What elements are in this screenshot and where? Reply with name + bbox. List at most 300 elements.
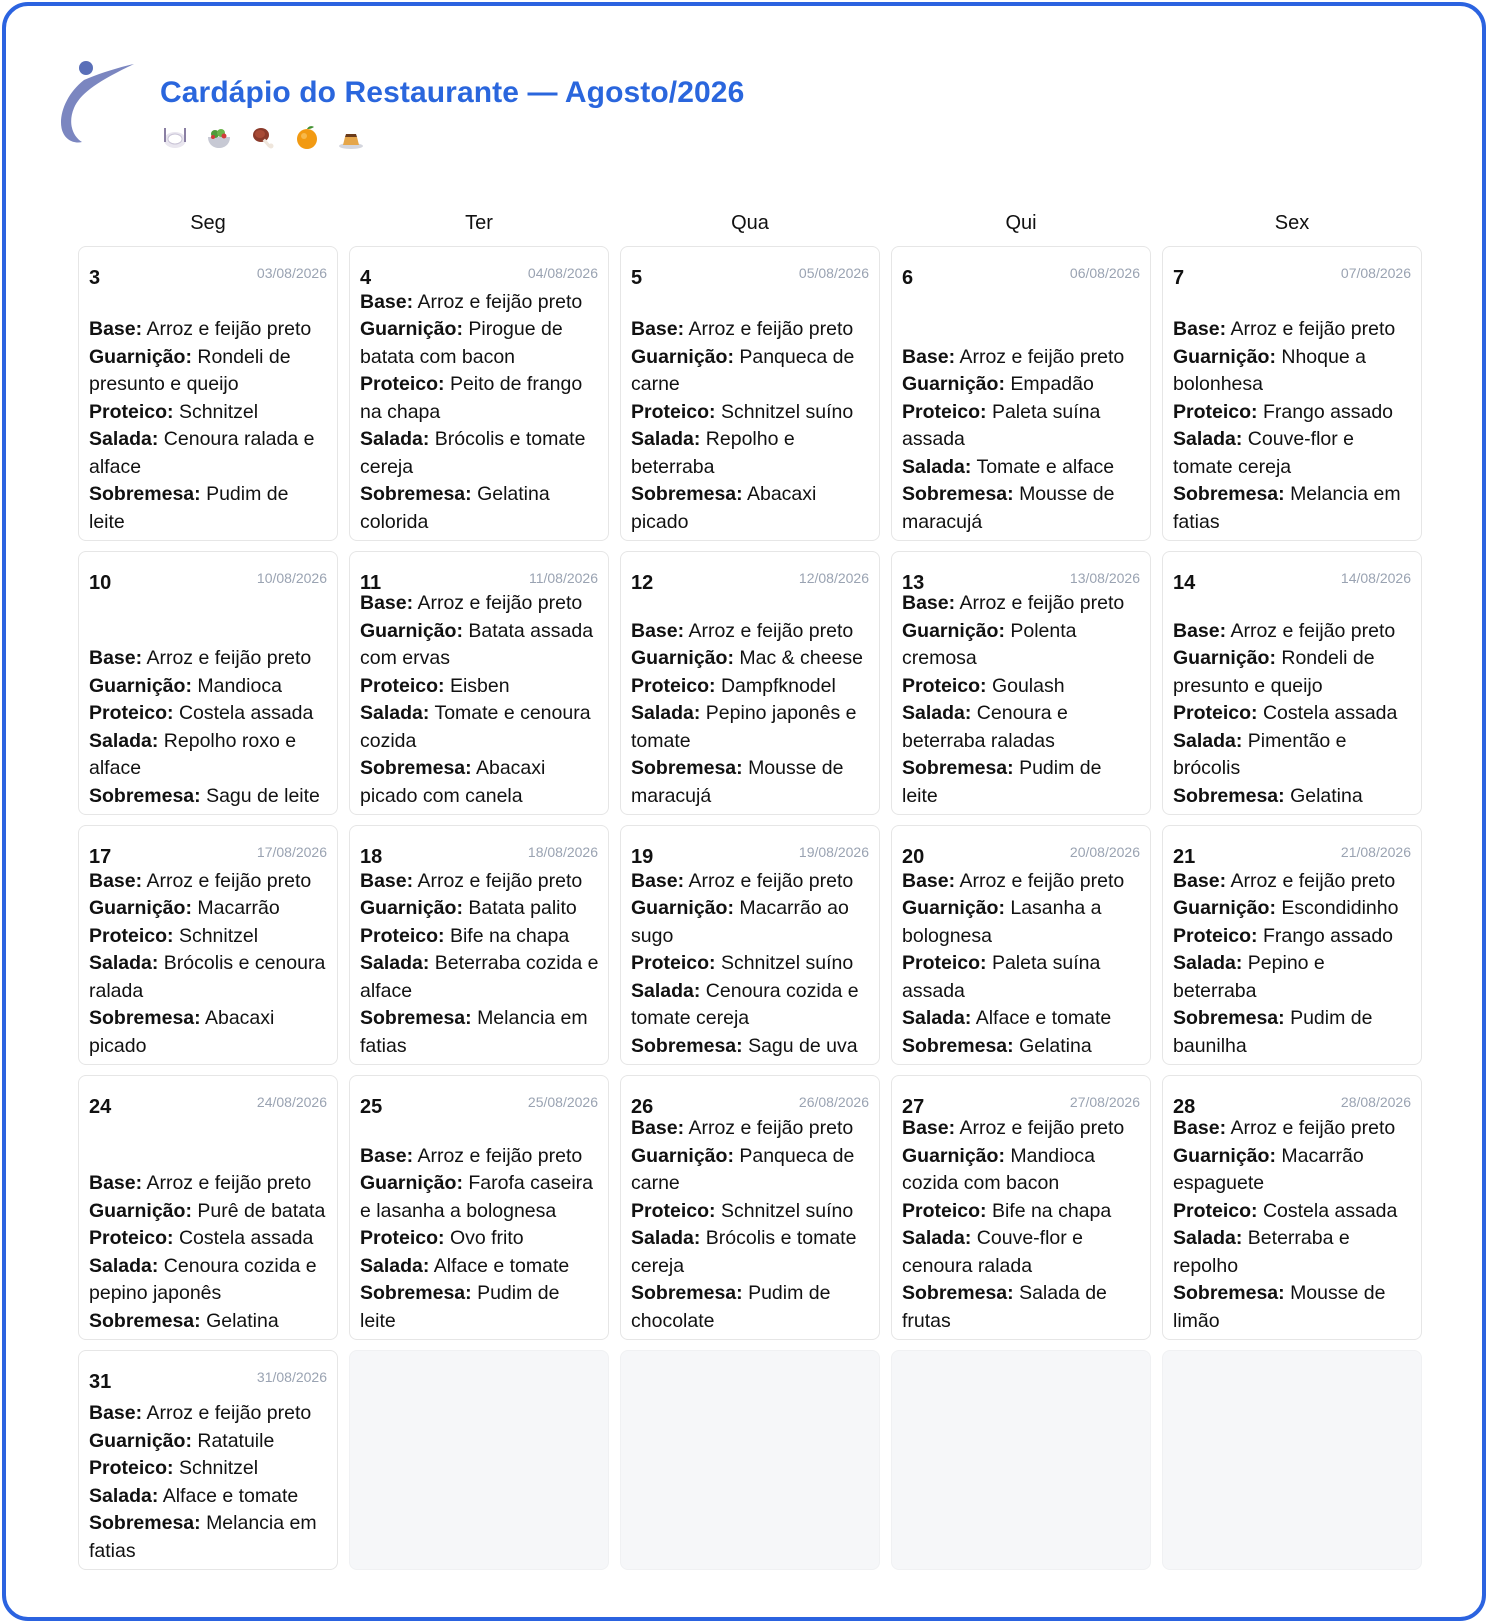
meal-label: Base: <box>1173 619 1227 642</box>
day-number: 26 <box>631 1096 654 1118</box>
meal-proteico <box>902 673 1142 701</box>
meal-proteico <box>360 371 600 426</box>
meal-value: Arroz e feijão preto <box>146 318 312 340</box>
meal-value: Pirogue de batata com bacon <box>360 318 563 368</box>
day-number: 24 <box>89 1096 112 1118</box>
meal-value: Panqueca de carne <box>631 1144 855 1194</box>
meal-proteico <box>89 399 329 427</box>
meal-value: Melancia em fatias <box>360 1007 588 1057</box>
day-cell <box>349 1075 609 1340</box>
day-date: 21/08/2026 <box>1340 844 1411 860</box>
meal-label: Salada: <box>902 455 972 478</box>
meal-label: Salada: <box>631 979 701 1002</box>
meal-proteico <box>89 700 329 728</box>
plate-icon <box>162 124 188 150</box>
day-number: 20 <box>902 846 925 868</box>
day-date: 18/08/2026 <box>527 844 598 860</box>
meal-sobremesa <box>89 1510 329 1565</box>
day-date: 04/08/2026 <box>527 265 598 281</box>
meal-value: Melancia em fatias <box>1173 483 1401 533</box>
meal-guarnicao <box>89 895 329 923</box>
meal-label: Salada: <box>89 1484 159 1507</box>
meal-label: Base: <box>89 869 143 892</box>
meal-value: Gelatina <box>1290 784 1363 807</box>
day-date: 06/08/2026 <box>1069 265 1140 281</box>
meal-label: Salada: <box>1173 729 1243 752</box>
meal-label: Base: <box>360 1144 414 1167</box>
meal-value: Schnitzel <box>178 400 259 423</box>
meal-base <box>89 868 329 896</box>
meal-value: Bife na chapa <box>991 1199 1112 1222</box>
meal-proteico <box>1173 399 1413 427</box>
meal-value: Paleta suína assada <box>902 952 1101 1002</box>
meal-value: Cenoura cozida e tomate cereja <box>631 979 859 1029</box>
empty-day-cell <box>1162 1350 1422 1570</box>
meal-value: Macarrão espaguete <box>1173 1144 1364 1194</box>
meal-label: Base: <box>1173 1117 1227 1139</box>
meal-label: Proteico: <box>1173 924 1258 947</box>
meal-label: Sobremesa: <box>631 757 743 779</box>
meal-proteico <box>360 673 600 701</box>
food-icons-row <box>162 124 364 150</box>
meal-base <box>902 868 1142 896</box>
day-number: 10 <box>89 572 112 594</box>
meal-sobremesa <box>631 1280 871 1335</box>
empty-day-cell <box>620 1350 880 1570</box>
day-number: 4 <box>360 267 372 289</box>
meal-label: Guarnição: <box>1173 1144 1276 1167</box>
day-date: 12/08/2026 <box>798 570 869 586</box>
meal-label: Base: <box>631 619 685 642</box>
meal-value: Costela assada <box>1262 1199 1398 1222</box>
meal-base <box>631 316 871 344</box>
meal-label: Salada: <box>360 428 430 450</box>
meal-value: Peito de frango na chapa <box>360 373 583 423</box>
day-number: 19 <box>631 846 654 868</box>
meal-value: Costela assada <box>178 1227 314 1249</box>
meal-label: Guarnição: <box>1173 647 1276 669</box>
meal-value: Panqueca de carne <box>631 345 855 395</box>
meal-label: Proteico: <box>631 400 716 423</box>
meal-value: Frango assado <box>1262 400 1394 423</box>
meal-base <box>902 344 1142 372</box>
meal-label: Sobremesa: <box>89 784 201 807</box>
meal-proteico <box>631 1198 871 1226</box>
meal-sobremesa <box>1173 783 1413 811</box>
meal-value: Mousse de maracujá <box>902 483 1115 533</box>
day-number: 13 <box>902 572 925 594</box>
meal-guarnicao <box>631 895 871 950</box>
weekday-header: Qui <box>1005 212 1037 234</box>
day-cell <box>349 825 609 1065</box>
meal-proteico <box>1173 923 1413 951</box>
meal-label: Salada: <box>1173 1227 1243 1249</box>
meal-label: Sobremesa: <box>1173 1007 1285 1029</box>
meal-salada <box>631 700 871 755</box>
day-cell <box>891 246 1151 541</box>
meal-label: Sobremesa: <box>89 1007 201 1029</box>
meal-label: Salada: <box>902 1227 972 1249</box>
meal-label: Sobremesa: <box>360 483 472 505</box>
meal-label: Proteico: <box>1173 400 1258 423</box>
meal-value: Arroz e feijão preto <box>959 592 1125 614</box>
meal-label: Salada: <box>1173 952 1243 974</box>
meal-label: Salada: <box>89 729 159 752</box>
meal-value: Melancia em fatias <box>89 1512 317 1562</box>
meal-sobremesa <box>360 481 600 536</box>
day-cell <box>620 246 880 541</box>
meal-guarnicao <box>902 371 1142 399</box>
day-date: 24/08/2026 <box>256 1094 327 1110</box>
meal-value: Arroz e feijão preto <box>1230 869 1396 892</box>
meal-value: Purê de batata <box>197 1199 326 1222</box>
meal-value: Mac & cheese <box>739 647 863 669</box>
meal-list <box>360 590 600 810</box>
meal-value: Polenta cremosa <box>902 619 1077 669</box>
meal-sobremesa <box>1173 1280 1413 1335</box>
meal-value: Tomate e cenoura cozida <box>360 702 591 752</box>
meal-value: Arroz e feijão preto <box>1230 318 1396 340</box>
meal-label: Base: <box>631 1117 685 1139</box>
meal-list <box>902 344 1142 537</box>
meal-label: Guarnição: <box>631 897 734 919</box>
meal-label: Salada: <box>360 1254 430 1277</box>
meal-sobremesa <box>360 1280 600 1335</box>
meal-list <box>1173 1115 1413 1335</box>
meal-label: Salada: <box>631 702 701 724</box>
day-number: 14 <box>1173 572 1196 594</box>
day-date: 07/08/2026 <box>1340 265 1411 281</box>
meal-salada <box>360 1253 600 1281</box>
meal-label: Base: <box>902 345 956 368</box>
day-date: 05/08/2026 <box>798 265 869 281</box>
meal-guarnicao <box>1173 1143 1413 1198</box>
meal-salada <box>360 950 600 1005</box>
day-cell <box>620 551 880 815</box>
meal-label: Proteico: <box>89 400 174 423</box>
meal-proteico <box>360 1225 600 1253</box>
meal-salada <box>89 1253 329 1308</box>
meal-value: Rondeli de presunto e queijo <box>1173 647 1375 697</box>
meal-label: Proteico: <box>360 924 445 947</box>
meal-sobremesa <box>1173 481 1413 536</box>
meal-label: Guarnição: <box>1173 897 1276 919</box>
meal-label: Base: <box>89 647 143 669</box>
meal-guarnicao <box>360 618 600 673</box>
meal-base <box>1173 868 1413 896</box>
meal-base <box>360 590 600 618</box>
meal-value: Abacaxi picado <box>631 483 817 533</box>
meal-list <box>1173 868 1413 1061</box>
meal-guarnicao <box>89 1198 329 1226</box>
meal-salada <box>1173 1225 1413 1280</box>
meal-base <box>902 590 1142 618</box>
meal-sobremesa <box>89 1308 329 1336</box>
meal-guarnicao <box>902 895 1142 950</box>
day-date: 31/08/2026 <box>256 1369 327 1385</box>
meal-list <box>89 1400 329 1565</box>
meal-value: Arroz e feijão preto <box>959 869 1125 892</box>
meal-proteico <box>1173 700 1413 728</box>
meal-value: Batata palito <box>468 897 577 919</box>
meal-salada <box>360 700 600 755</box>
day-date: 26/08/2026 <box>798 1094 869 1110</box>
meal-list <box>360 868 600 1061</box>
meal-value: Pudim de baunilha <box>1173 1007 1373 1057</box>
meal-sobremesa <box>89 1005 329 1060</box>
meal-guarnicao <box>631 1143 871 1198</box>
meal-value: Nhoque a bolonhesa <box>1173 345 1366 395</box>
meal-value: Lasanha a bolognesa <box>902 897 1102 947</box>
day-number: 5 <box>631 267 643 289</box>
meal-label: Proteico: <box>631 1199 716 1222</box>
meal-value: Repolho roxo e alface <box>89 729 297 779</box>
meal-value: Tomate e alface <box>976 455 1115 478</box>
day-cell <box>891 551 1151 815</box>
meal-label: Proteico: <box>360 674 445 697</box>
meal-label: Proteico: <box>89 924 174 947</box>
meal-label: Proteico: <box>631 952 716 974</box>
meal-label: Sobremesa: <box>89 483 201 505</box>
meal-label: Base: <box>902 592 956 614</box>
meal-value: Ovo frito <box>449 1227 524 1249</box>
meal-sobremesa <box>902 1033 1142 1061</box>
meal-list <box>89 1170 329 1335</box>
meal-label: Guarnição: <box>631 1144 734 1167</box>
meal-proteico <box>631 673 871 701</box>
meal-label: Sobremesa: <box>1173 483 1285 505</box>
meal-label: Guarnição: <box>360 619 463 642</box>
weekday-header: Sex <box>1274 212 1310 234</box>
meal-base <box>360 289 600 317</box>
pudding-icon <box>338 124 364 150</box>
meal-label: Sobremesa: <box>902 1034 1014 1057</box>
meal-value: Arroz e feijão preto <box>417 290 583 313</box>
day-cell <box>620 1075 880 1340</box>
meal-label: Sobremesa: <box>902 483 1014 505</box>
meal-label: Base: <box>360 592 414 614</box>
meal-label: Salada: <box>360 702 430 724</box>
meal-guarnicao <box>631 645 871 673</box>
meal-value: Dampfknodel <box>720 674 836 697</box>
meal-base <box>360 868 600 896</box>
meal-base <box>360 1143 600 1171</box>
day-cell <box>1162 1075 1422 1340</box>
day-date: 19/08/2026 <box>798 844 869 860</box>
meal-value: Arroz e feijão preto <box>417 592 583 614</box>
meal-label: Salada: <box>89 428 159 450</box>
meal-value: Costela assada <box>178 702 314 724</box>
day-date: 14/08/2026 <box>1340 570 1411 586</box>
day-date: 10/08/2026 <box>256 570 327 586</box>
meal-value: Arroz e feijão preto <box>417 869 583 892</box>
meal-value: Ratatuile <box>197 1429 275 1452</box>
meal-value: Abacaxi picado com canela <box>360 757 546 807</box>
meal-label: Sobremesa: <box>360 1282 472 1304</box>
day-cell <box>620 825 880 1065</box>
meal-sobremesa <box>631 481 871 536</box>
meal-base <box>1173 316 1413 344</box>
meal-guarnicao <box>89 1428 329 1456</box>
meal-guarnicao <box>902 1143 1142 1198</box>
day-cell <box>78 551 338 815</box>
meal-label: Proteico: <box>631 674 716 697</box>
meal-label: Guarnição: <box>631 345 734 368</box>
meal-salada <box>1173 426 1413 481</box>
meal-salada <box>360 426 600 481</box>
day-number: 31 <box>89 1371 112 1393</box>
meal-guarnicao <box>89 344 329 399</box>
meal-sobremesa <box>360 755 600 810</box>
meal-label: Base: <box>1173 869 1227 892</box>
meal-value: Arroz e feijão preto <box>688 318 854 340</box>
meal-label: Salada: <box>89 1254 159 1277</box>
meal-value: Schnitzel suíno <box>720 952 854 974</box>
meal-base <box>902 1115 1142 1143</box>
meal-proteico <box>902 399 1142 454</box>
meal-label: Proteico: <box>902 952 987 974</box>
meal-label: Base: <box>89 318 143 340</box>
meal-label: Sobremesa: <box>631 1034 743 1057</box>
meal-value: Goulash <box>991 674 1065 697</box>
meal-value: Mousse de limão <box>1173 1282 1386 1332</box>
empty-day-cell <box>349 1350 609 1570</box>
day-cell <box>891 825 1151 1065</box>
meal-label: Sobremesa: <box>1173 1282 1285 1304</box>
meal-sobremesa <box>631 1033 871 1061</box>
meal-label: Base: <box>902 869 956 892</box>
meal-proteico <box>89 1455 329 1483</box>
meal-base <box>631 868 871 896</box>
meal-guarnicao <box>631 344 871 399</box>
meal-label: Proteico: <box>89 1457 174 1479</box>
meal-value: Macarrão <box>197 897 280 919</box>
meal-value: Eisben <box>449 674 510 697</box>
meal-value: Arroz e feijão preto <box>1230 619 1396 642</box>
meal-sobremesa <box>902 481 1142 536</box>
meal-salada <box>89 950 329 1005</box>
day-cell <box>1162 246 1422 541</box>
day-cell <box>349 551 609 815</box>
meat-icon <box>250 124 276 150</box>
meal-proteico <box>902 950 1142 1005</box>
day-number: 3 <box>89 267 101 289</box>
day-date: 03/08/2026 <box>256 265 327 281</box>
meal-salada <box>89 1483 329 1511</box>
meal-label: Salada: <box>631 428 701 450</box>
day-cell <box>349 246 609 541</box>
meal-base <box>89 1170 329 1198</box>
meal-value: Pudim de chocolate <box>631 1282 831 1332</box>
meal-value: Cenoura cozida e pepino japonês <box>89 1254 317 1304</box>
meal-label: Guarnição: <box>360 1172 463 1194</box>
orange-icon <box>294 124 320 150</box>
meal-label: Guarnição: <box>902 897 1005 919</box>
meal-label: Guarnição: <box>89 897 192 919</box>
meal-salada <box>1173 950 1413 1005</box>
meal-list <box>631 316 871 536</box>
meal-list <box>902 868 1142 1061</box>
meal-value: Pudim de leite <box>360 1282 560 1332</box>
meal-label: Proteico: <box>902 674 987 697</box>
meal-base <box>631 1115 871 1143</box>
meal-base <box>89 316 329 344</box>
meal-label: Guarnição: <box>902 373 1005 395</box>
meal-guarnicao <box>1173 895 1413 923</box>
meal-sobremesa <box>902 755 1142 810</box>
meal-value: Gelatina <box>1019 1034 1092 1057</box>
meal-label: Base: <box>902 1117 956 1139</box>
meal-value: Arroz e feijão preto <box>146 1172 312 1194</box>
empty-day-cell <box>891 1350 1151 1570</box>
meal-value: Arroz e feijão preto <box>959 1117 1125 1139</box>
meal-salada <box>631 1225 871 1280</box>
day-cell <box>1162 825 1422 1065</box>
meal-label: Base: <box>360 869 414 892</box>
meal-label: Base: <box>631 318 685 340</box>
meal-value: Schnitzel suíno <box>720 1199 854 1222</box>
meal-value: Pudim de leite <box>902 757 1102 807</box>
meal-value: Alface e tomate <box>162 1484 299 1507</box>
meal-proteico <box>1173 1198 1413 1226</box>
meal-label: Salada: <box>902 702 972 724</box>
meal-value: Arroz e feijão preto <box>688 1117 854 1139</box>
meal-label: Sobremesa: <box>89 1512 201 1534</box>
weekday-header: Qua <box>731 212 769 234</box>
meal-salada <box>89 728 329 783</box>
meal-base <box>89 1400 329 1428</box>
meal-guarnicao <box>902 618 1142 673</box>
meal-guarnicao <box>89 673 329 701</box>
meal-label: Salada: <box>89 952 159 974</box>
meal-value: Costela assada <box>1262 702 1398 724</box>
meal-value: Batata assada com ervas <box>360 619 594 669</box>
day-date: 20/08/2026 <box>1069 844 1140 860</box>
meal-list <box>1173 618 1413 811</box>
meal-label: Salada: <box>1173 428 1243 450</box>
meal-label: Guarnição: <box>902 619 1005 642</box>
meal-label: Guarnição: <box>89 345 192 368</box>
meal-value: Gelatina colorida <box>360 483 550 533</box>
day-number: 7 <box>1173 267 1185 289</box>
meal-label: Sobremesa: <box>631 1282 743 1304</box>
meal-value: Arroz e feijão preto <box>688 619 854 642</box>
meal-list <box>360 289 600 537</box>
meal-salada <box>902 700 1142 755</box>
meal-sobremesa <box>360 1005 600 1060</box>
meal-label: Proteico: <box>1173 1199 1258 1222</box>
meal-label: Proteico: <box>902 400 987 423</box>
meal-value: Paleta suína assada <box>902 400 1101 450</box>
meal-list <box>360 1143 600 1336</box>
day-date: 17/08/2026 <box>256 844 327 860</box>
meal-label: Base: <box>631 869 685 892</box>
meal-value: Couve-flor e cenoura ralada <box>902 1227 1084 1277</box>
meal-value: Mandioca <box>197 674 282 697</box>
meal-value: Mandioca cozida com bacon <box>902 1144 1095 1194</box>
meal-label: Salada: <box>360 952 430 974</box>
weekday-header: Seg <box>190 212 226 234</box>
meal-value: Rondeli de presunto e queijo <box>89 345 291 395</box>
meal-value: Sagu de leite <box>206 784 320 807</box>
meal-salada <box>902 1225 1142 1280</box>
meal-proteico <box>631 950 871 978</box>
meal-value: Alface e tomate <box>433 1254 570 1277</box>
meal-list <box>631 1115 871 1335</box>
meal-list <box>902 590 1142 810</box>
salad-icon <box>206 124 232 150</box>
meal-value: Beterraba cozida e alface <box>360 952 599 1002</box>
